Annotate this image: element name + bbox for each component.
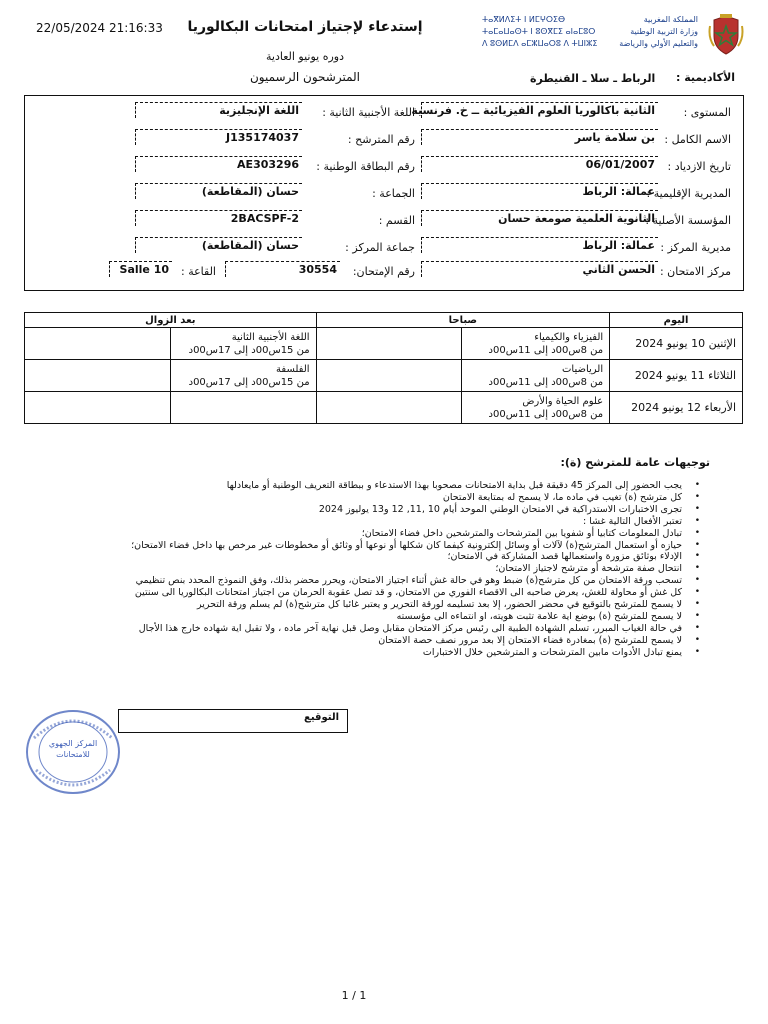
birthdate-value: 06/01/2007 (421, 156, 658, 172)
afternoon-exam (170, 328, 316, 360)
ministry-name-tf-2: ⴷ ⵓⵙⵍⵎⴷ ⴰⵎⵣⵡⴰⵔⵓ ⴷ ⵜⵡⵏⵣⵉ (482, 39, 598, 48)
center-commune-label: جماعة المركز : (345, 241, 415, 254)
exam-time: من 8س00د إلى 11س00د (488, 344, 604, 356)
cin-value: AE303296 (135, 156, 302, 172)
exam-subject: علوم الحياة والأرض (522, 395, 604, 407)
list-item: • يجب الحضور إلى المركز 45 دقيقة قبل بداية الامتحانات مصحوبا بهذا الاستدعاء و ببطاقة التعريف الوطنية أو مايعادلها (60, 480, 700, 492)
schedule-header-row (25, 313, 743, 328)
exam-no-label: رقم الإمتحان: (352, 265, 415, 278)
section-value: 2BACSPF-2 (135, 210, 302, 226)
exam-day: الأربعاء 12 يونيو 2024 (610, 392, 743, 424)
list-item: • الإدلاء بوثائق مزورة واستعمالها قصد المشاركة في الامتحان؛ (60, 551, 700, 563)
stamp-center-line-1: المركز الجهوي (48, 739, 98, 748)
stamp-center-line-2: للامتحانات (56, 750, 90, 759)
session-label: دوره يونيو العادية (265, 50, 344, 63)
document-title: إستدعاء لإجتياز امتحانات البكالوريا (187, 19, 423, 35)
exam-schedule-table (24, 312, 743, 424)
school-value: الثانوية العلمية صومعة حسان (421, 210, 658, 226)
section-label: القسم : (378, 214, 415, 227)
moroccan-emblem-icon (708, 14, 744, 56)
list-item: • يمنع تبادل الأدوات مابين المترشحات و المترشحين خلال الاختبارات (60, 647, 700, 659)
center-commune-value: حسان (المقاطعة) (135, 237, 302, 253)
morning-exam (462, 328, 610, 360)
kingdom-name-tf: ⵜⴰⴳⵍⴷⵉⵜ ⵏ ⵍⵎⵖⵔⵉⴱ (482, 15, 566, 24)
center-value: الحسن الثاني (421, 261, 658, 277)
empty-cell (316, 360, 462, 392)
list-item: • تعتبر الأفعال التالية غشا : (60, 516, 700, 528)
afternoon-exam (170, 392, 316, 424)
empty-cell (25, 360, 171, 392)
morning-header: صباحا (316, 313, 610, 328)
birthdate-label: تاريخ الازدياد : (667, 160, 731, 173)
official-stamp-icon (24, 708, 122, 796)
exam-subject: الفيزياء والكيمياء (534, 331, 604, 343)
exam-subject: الفلسفة (276, 363, 310, 375)
table-row (25, 392, 743, 424)
empty-cell (25, 392, 171, 424)
fullname-value: بن سلامة ياسر (421, 129, 658, 145)
province-label: المديرية الإقليمية : (646, 187, 731, 200)
list-item: • تسحب ورقة الامتحان من كل مترشح(ة) ضبط وهو في حالة غش أثناء اجتياز الامتحان، ويحرر محضر بذلك، وفق النموذج المحدد بنص تنظيمي (60, 575, 700, 587)
day-header: اليوم (610, 313, 743, 328)
table-row (25, 360, 743, 392)
list-item: • تبادل المعلومات كتابيا أو شفويا بين المترشحات والمترشحين داخل فضاء الامتحان؛ (60, 528, 700, 540)
center-dir-value: عمالة: الرباط (421, 237, 658, 253)
center-label: مركز الامتحان : (659, 265, 731, 278)
exam-no-value: 30554 (225, 261, 340, 277)
list-item: • لا يسمح للمترشح بالتوقيع في محضر الحضور، إلا بعد تسليمه لورقة التحرير و يعتبر غائبا كل مترشح(ة) لم يسلم ورقة التحرير (60, 599, 700, 611)
table-row (25, 328, 743, 360)
list-item: • حيازه أو استعمال المترشح(ة) لآلات أو وسائل إلكترونية كيفما كان شكلها أو نوعها أو وثائق أو مخطوطات غير مرخص بها داخل فضاء الامتحان؛ (60, 540, 700, 552)
ministry-name-ar-1: وزارة التربية الوطنية (630, 27, 698, 36)
list-item: • كل غش أو محاولة للغش، يعرض صاحبه الى الاقصاء الفوري من الامتحان، و قد تصل عقوبة الحرمان من اجتياز امتحانات البكالوريا الى سنتين (60, 587, 700, 599)
kingdom-name-ar: المملكة المغربية (643, 15, 698, 24)
print-datetime: 22/05/2024 21:16:33 (36, 21, 163, 35)
lang-label: اللغة الأجنبية الثانية : (322, 106, 415, 119)
level-label: المستوى : (683, 106, 731, 119)
exam-time: من 8س00د إلى 11س00د (488, 376, 604, 388)
fullname-label: الاسم الكامل : (664, 133, 731, 146)
empty-cell (316, 328, 462, 360)
exam-day: الإثنين 10 يونيو 2024 (610, 328, 743, 360)
academy-label: الأكاديمية : (676, 71, 736, 84)
list-item: • تجرى الاختبارات الاستدراكية في الامتحان الوطني الموحد أيام 10 ,11, 12 و13 يوليوز 2024 (60, 504, 700, 516)
afternoon-header: بعد الزوال (25, 313, 317, 328)
exam-time: من 15س00د إلى 17س00د (188, 376, 310, 388)
academy-value: الرباط ـ سلا ـ القنيطرة (530, 72, 656, 85)
list-item: • انتحال صفة مترشحة أو مترشح لاجتياز الامتحان؛ (60, 563, 700, 575)
page-number: 1 / 1 (341, 989, 367, 1002)
morning-exam (462, 392, 610, 424)
empty-cell (316, 392, 462, 424)
ministry-name-ar-2: والتعليم الأولي والرياضة (619, 39, 698, 48)
list-item: • لا يسمح للمترشح (ة) بوضع اية علامة تثبت هويته، او انتماءه الى مؤسسته (60, 611, 700, 623)
guidelines-title: توجيهات عامة للمترشح (ة): (560, 456, 710, 469)
exam-time: من 15س00د إلى 17س00د (188, 344, 310, 356)
center-dir-label: مديرية المركز : (660, 241, 731, 254)
exam-day: الثلاثاء 11 يونيو 2024 (610, 360, 743, 392)
candidates-type: المترشحون الرسميون (249, 70, 361, 84)
list-item: • لا يسمح للمترشح (ة) بمغادرة فضاء الامتحان إلا بعد مرور نصف حصة الامتحان (60, 635, 700, 647)
empty-cell (25, 328, 171, 360)
ministry-name-tf: ⵜⴰⵎⴰⵡⴰⵙⵜ ⵏ ⵓⵙⴳⵎⵉ ⴰⵏⴰⵎⵓⵔ (482, 27, 596, 36)
list-item: • في حالة الغياب المبرر، تسلم الشهادة الطبية الى رئيس مركز الامتحان مقابل وصل قبل نهاية آخر ماده ، ولا تقبل اية شهاده خارج هذا الأجال (60, 623, 700, 635)
cand-no-label: رقم المترشح : (347, 133, 415, 146)
candidate-info-box (24, 95, 744, 291)
signature-box (118, 709, 348, 733)
room-label: القاعة : (181, 265, 216, 278)
list-item: • كل مترشح (ة) تغيب في ماده ما، لا يسمح له بمتابعة الامتحان (60, 492, 700, 504)
signature-label: التوقيع (304, 712, 339, 723)
exam-subject: الرياضيات (561, 363, 604, 375)
morning-exam (462, 360, 610, 392)
cand-no-value: J135174037 (135, 129, 302, 145)
exam-time: من 8س00د إلى 11س00د (488, 408, 604, 420)
afternoon-exam (170, 360, 316, 392)
room-value: Salle 10 (109, 261, 172, 277)
ministry-logo (482, 14, 744, 60)
exam-subject: اللغة الأجنبية الثانية (231, 331, 310, 343)
level-value: الثانية باكالوريا العلوم الفيزيائية ــ خ. فرنسية (421, 102, 658, 118)
guidelines-list (60, 480, 700, 659)
commune-value: حسان (المقاطعة) (135, 183, 302, 199)
school-label: المؤسسة الأصلية : (645, 214, 731, 227)
cin-label: رقم البطاقة الوطنية : (316, 160, 415, 173)
commune-label: الجماعة : (372, 187, 415, 200)
lang-value: اللغة الإنجليزية (135, 102, 302, 118)
province-value: عمالة: الرباط (421, 183, 658, 199)
